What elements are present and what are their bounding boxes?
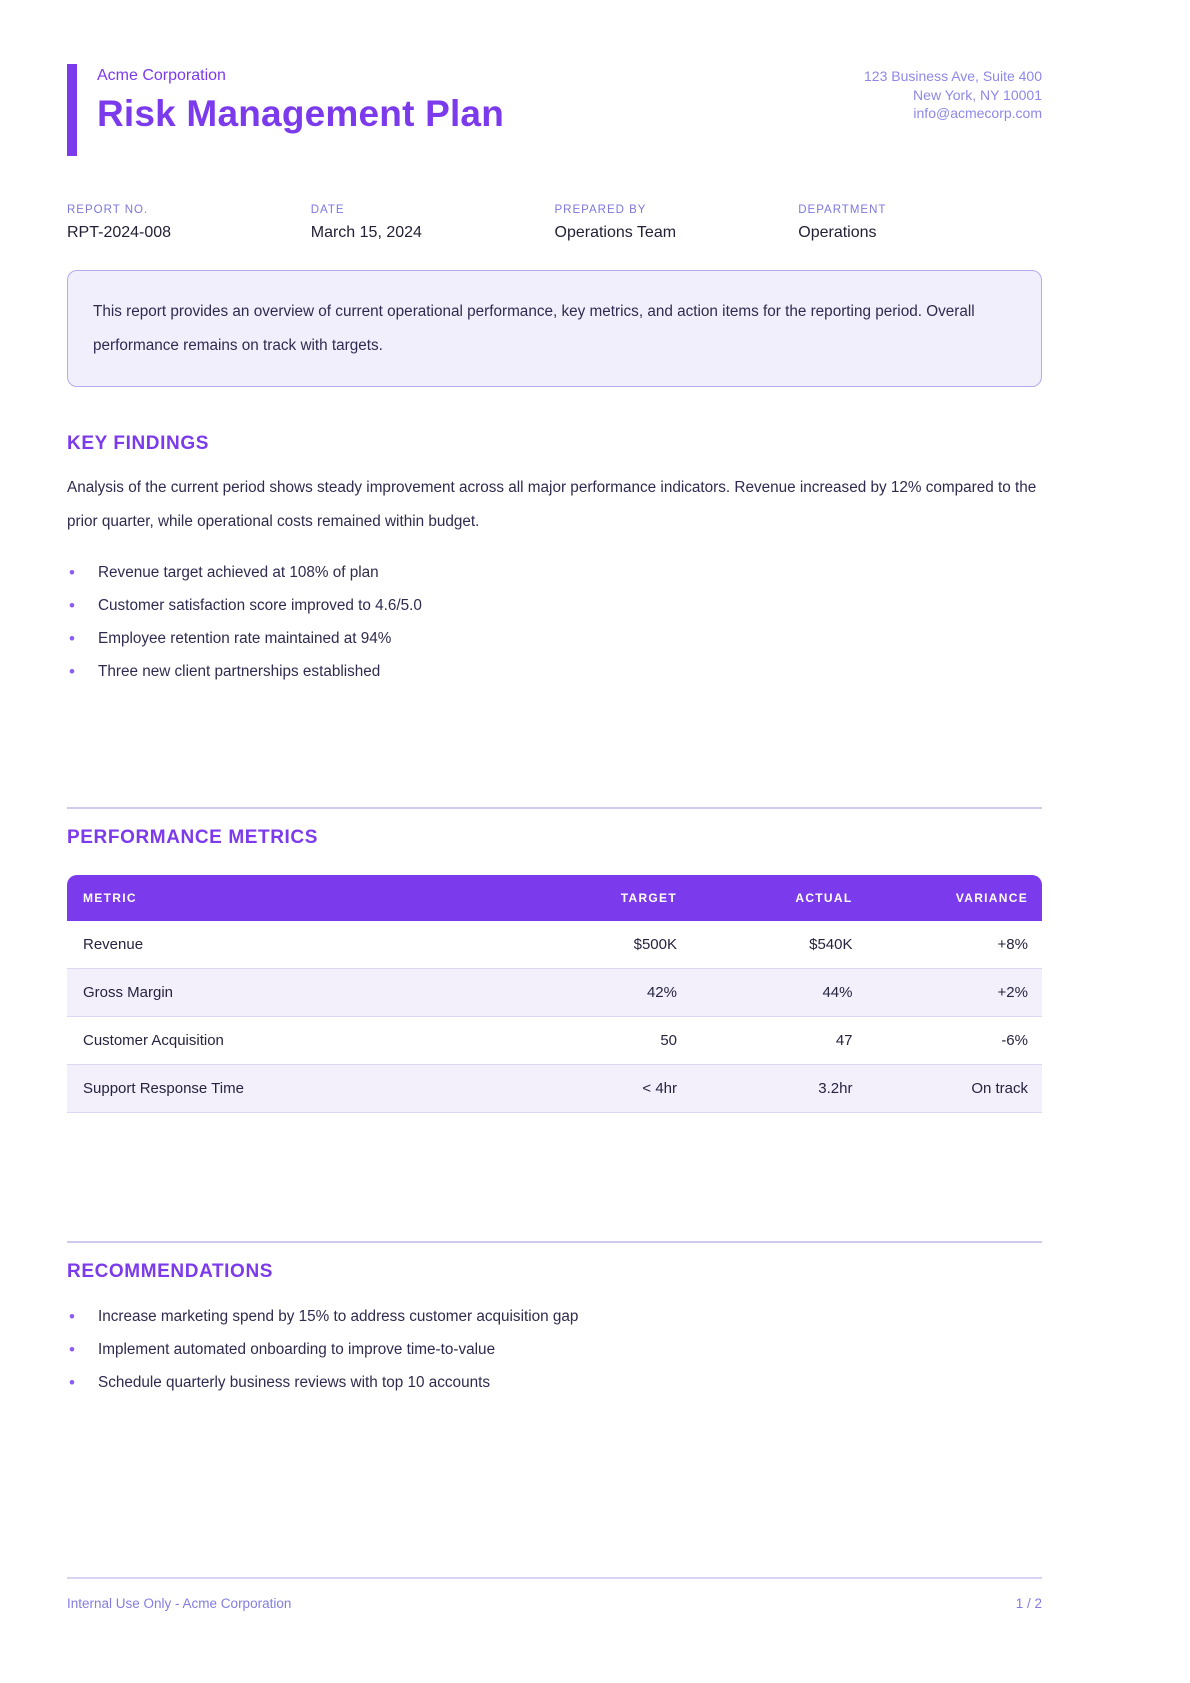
address-line: info@acmecorp.com	[913, 105, 1042, 121]
column-header-target: TARGET	[516, 875, 692, 921]
meta-label: DEPARTMENT	[798, 204, 887, 216]
list-item	[67, 662, 1042, 681]
table-cell: On track	[867, 1065, 1043, 1113]
metrics-table	[67, 875, 1042, 1113]
section-heading: KEY FINDINGS	[67, 433, 209, 455]
table-row	[67, 1065, 1042, 1113]
table-cell: 44%	[691, 969, 867, 1017]
bullet-icon	[69, 596, 75, 616]
meta-field-date	[311, 204, 555, 242]
table-cell: 47	[691, 1017, 867, 1065]
table-cell: Gross Margin	[67, 969, 516, 1017]
bullet-text: Schedule quarterly business reviews with top 10 accounts	[98, 1373, 490, 1391]
table-header-row	[67, 875, 1042, 921]
table-cell: Customer Acquisition	[67, 1017, 516, 1065]
report-meta	[67, 204, 1042, 242]
table-cell: $540K	[691, 921, 867, 969]
bullet-text: Employee retention rate maintained at 94%	[98, 629, 392, 647]
footer-row	[67, 1596, 1042, 1611]
table-cell: 50	[516, 1017, 692, 1065]
footer-divider	[67, 1577, 1042, 1579]
company-name: Acme Corporation	[97, 67, 226, 84]
meta-value: March 15, 2024	[310, 224, 422, 241]
table-cell: < 4hr	[516, 1065, 692, 1113]
bullet-icon	[69, 563, 75, 583]
table-cell: Revenue	[67, 921, 516, 969]
summary-box	[67, 270, 1042, 387]
meta-field-prepared-by	[555, 204, 799, 242]
bullet-text: Customer satisfaction score improved to 4.6/5.0	[98, 596, 422, 614]
footer-note: Internal Use Only - Acme Corporation	[67, 1596, 292, 1611]
meta-value: Operations	[798, 224, 877, 241]
page-content	[67, 0, 1042, 1406]
table-cell: 42%	[516, 969, 692, 1017]
column-header-metric: METRIC	[67, 875, 516, 921]
section-recommendations	[67, 1261, 1042, 1392]
list-item	[67, 629, 1042, 648]
meta-label: REPORT NO.	[67, 204, 149, 216]
page-number: 1 / 2	[1015, 1596, 1042, 1611]
meta-label: PREPARED BY	[554, 204, 647, 216]
accent-bar	[67, 64, 77, 156]
list-item	[67, 563, 1042, 582]
meta-value: RPT-2024-008	[67, 224, 172, 241]
table-cell: +2%	[867, 969, 1043, 1017]
page-footer	[67, 1577, 1042, 1611]
meta-field-report-no	[67, 204, 311, 242]
meta-value: Operations Team	[554, 224, 677, 241]
bullet-icon	[69, 1307, 75, 1327]
table-row	[67, 969, 1042, 1017]
column-header-variance: VARIANCE	[867, 875, 1043, 921]
bullet-text: Three new client partnerships established	[98, 662, 381, 680]
list-item	[67, 1307, 1042, 1326]
list-item	[67, 596, 1042, 615]
summary-text: This report provides an overview of current operational performance, key metrics, and action items for the reporting period. Overall performance remains on track with targets.	[93, 303, 975, 354]
bullet-icon	[69, 629, 75, 649]
report-header	[67, 64, 1042, 156]
table-cell: +8%	[867, 921, 1043, 969]
meta-field-department	[798, 204, 1042, 242]
table-cell: -6%	[867, 1017, 1043, 1065]
bullet-text: Implement automated onboarding to improve time-to-value	[98, 1340, 496, 1358]
recommendations-list	[67, 1307, 1042, 1392]
section-heading: RECOMMENDATIONS	[67, 1260, 274, 1282]
list-item	[67, 1340, 1042, 1359]
report-title: Risk Management Plan	[97, 93, 505, 134]
bullet-icon	[69, 662, 75, 682]
address-line: 123 Business Ave, Suite 400	[864, 68, 1042, 84]
section-divider	[67, 1241, 1042, 1243]
findings-list	[67, 563, 1042, 681]
bullet-text: Revenue target achieved at 108% of plan	[98, 563, 379, 581]
table-row	[67, 921, 1042, 969]
bullet-icon	[69, 1373, 75, 1393]
section-key-findings	[67, 433, 1042, 680]
column-header-actual: ACTUAL	[691, 875, 867, 921]
table-cell: $500K	[516, 921, 692, 969]
section-divider	[67, 807, 1042, 809]
bullet-text: Increase marketing spend by 15% to address customer acquisition gap	[98, 1307, 579, 1325]
meta-label: DATE	[310, 204, 345, 216]
brand-text	[97, 64, 504, 156]
table-cell: 3.2hr	[691, 1065, 867, 1113]
table-row	[67, 1017, 1042, 1065]
bullet-icon	[69, 1340, 75, 1360]
section-heading: PERFORMANCE METRICS	[67, 826, 319, 848]
findings-paragraph: Analysis of the current period shows steady improvement across all major performance indicators. Revenue increased by 12% compared to the prior quarter, while operational costs remained within budget.	[67, 479, 1037, 530]
list-item	[67, 1373, 1042, 1392]
company-address	[864, 67, 1042, 123]
address-line: New York, NY 10001	[913, 86, 1042, 103]
section-performance-metrics	[67, 827, 1042, 1113]
table-cell: Support Response Time	[67, 1065, 516, 1113]
